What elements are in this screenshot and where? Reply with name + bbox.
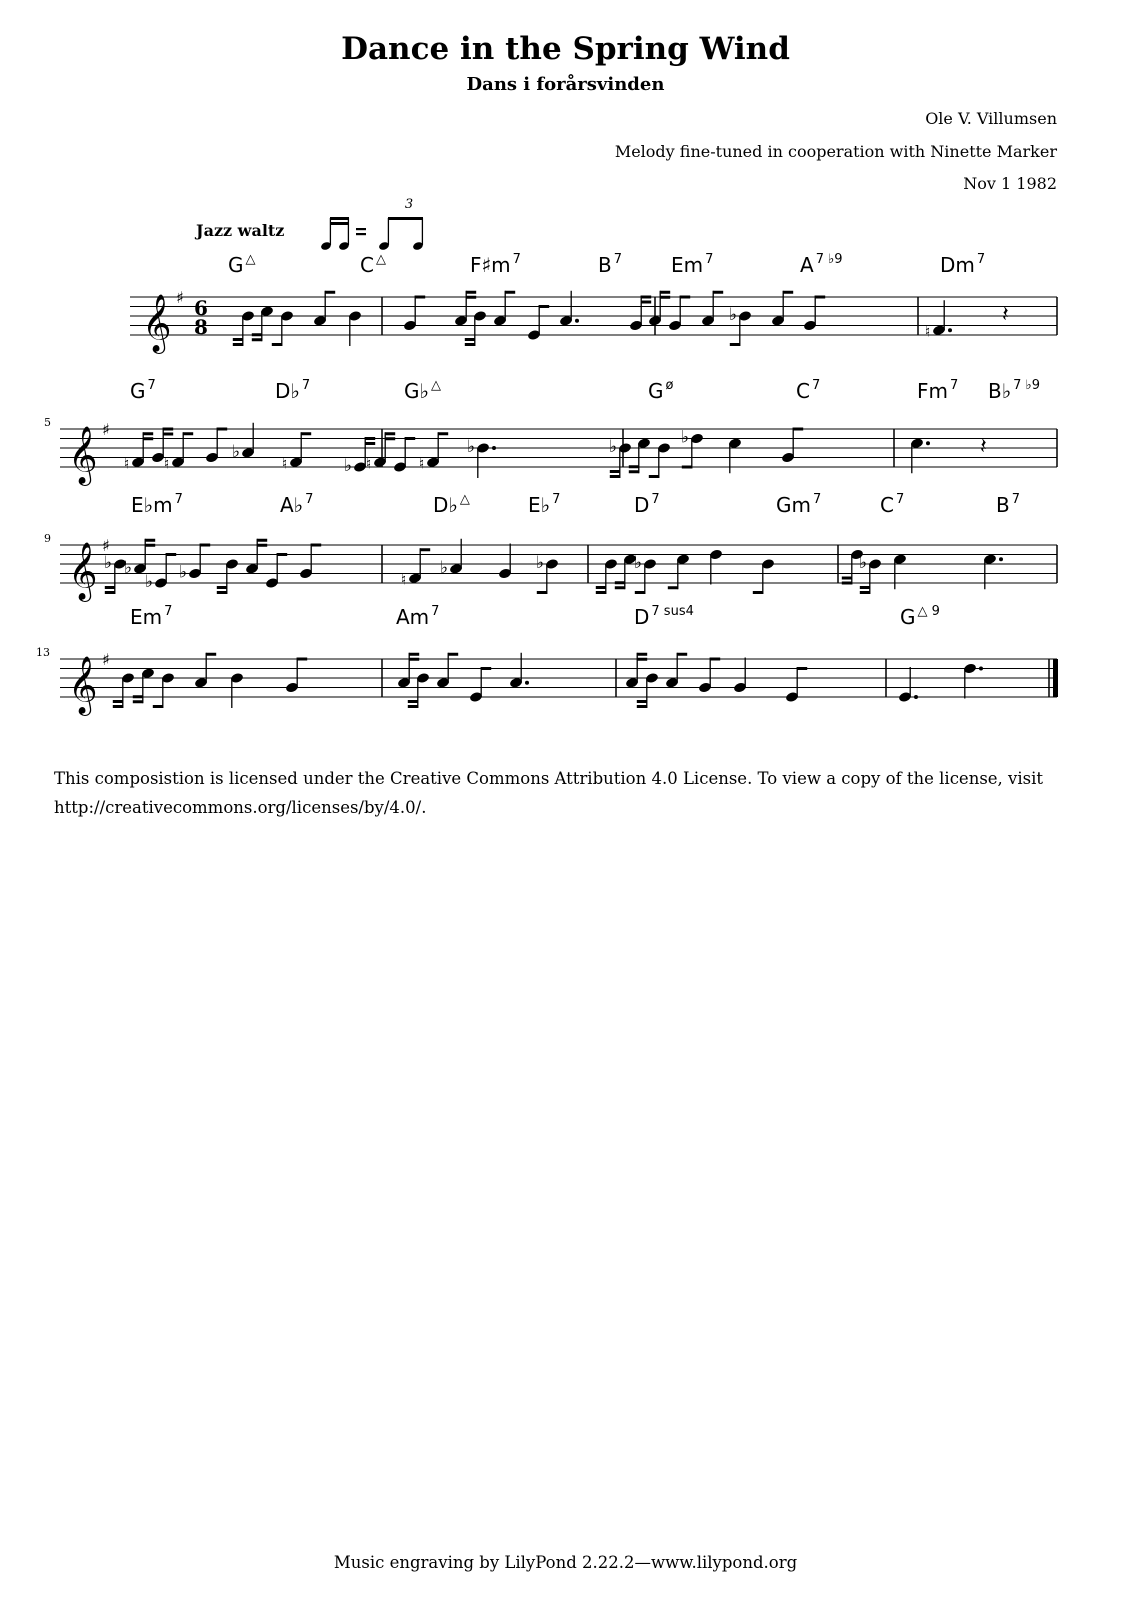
note-beam [637, 658, 647, 661]
note-beam [408, 700, 418, 703]
measure-number: 5 [44, 416, 51, 429]
chord-symbol: Em $^7$ [130, 604, 173, 629]
dot [926, 441, 930, 445]
note-beam [311, 544, 321, 547]
chord-symbol: B $^7$ [996, 492, 1021, 517]
swing-equation [320, 197, 424, 251]
flat-accidental-icon: ♭ [681, 427, 690, 448]
note-beam [415, 296, 425, 299]
note-beam [301, 432, 311, 435]
chord-symbol: F♯m $^7$ [470, 252, 521, 277]
note-beam [615, 581, 625, 584]
note-beam [842, 577, 852, 580]
note-beam [481, 667, 491, 670]
natural-accidental-icon: ♮ [124, 454, 130, 473]
flat-accidental-icon: ♭ [859, 553, 868, 573]
flat-accidental-icon: ♭ [467, 437, 476, 457]
dot [575, 319, 579, 323]
note-beam [668, 586, 678, 589]
note-beam [815, 296, 825, 299]
chord-symbol: B♭ $^{7 ♭9}$ [988, 378, 1040, 403]
note-beam [641, 296, 651, 299]
note-beam [615, 586, 625, 589]
natural-accidental-icon: ♮ [401, 570, 407, 589]
note-beam [438, 432, 448, 435]
note-beam [649, 475, 659, 478]
note-beam [842, 582, 852, 585]
note-beam [145, 544, 155, 547]
flat-accidental-icon: ♭ [634, 553, 643, 573]
note-beam [217, 428, 227, 431]
note-beam [409, 658, 419, 661]
chord-symbol: B $^7$ [598, 252, 623, 277]
note-beam [465, 343, 475, 346]
note-beam [113, 700, 123, 703]
flat-accidental-icon: ♭ [179, 562, 188, 583]
chord-symbol: D♭ △ [433, 492, 470, 517]
natural-accidental-icon: ♮ [366, 454, 372, 473]
chord-symbol: Am $^7$ [396, 604, 440, 629]
note-beam [365, 442, 375, 445]
key-signature-sharp-icon: ♯ [102, 420, 110, 439]
note-beam [272, 343, 282, 346]
chord-symbol: Gm $^7$ [776, 492, 822, 517]
flat-accidental-icon: ♭ [232, 441, 241, 462]
note-beam [682, 466, 692, 469]
note-beam [257, 544, 267, 547]
chord-symbol: E♭m $^7$ [131, 492, 183, 517]
note-beam [793, 428, 803, 431]
note-beam [365, 437, 375, 440]
key-signature-sharp-icon: ♯ [176, 288, 184, 307]
flat-accidental-icon: ♭ [344, 456, 353, 476]
chord-symbol: G♭ △ [404, 378, 441, 403]
note-beam [105, 591, 115, 594]
note-beam [297, 658, 307, 661]
note-beam [783, 291, 793, 294]
note-beam [610, 475, 620, 478]
chord-symbol: A♭ $^7$ [280, 492, 314, 517]
note-beam [133, 700, 143, 703]
note-beam [637, 700, 647, 703]
note-beam [660, 291, 670, 294]
chord-symbol: E♭ $^7$ [528, 492, 561, 517]
staff-system [44, 378, 1057, 487]
note-beam [252, 333, 262, 336]
note-beam [153, 705, 163, 708]
note-beam [629, 465, 639, 468]
natural-accidental-icon: ♮ [282, 454, 288, 473]
tempo-marking: Jazz waltz [196, 221, 285, 240]
note-beam [420, 548, 430, 551]
note-beam [233, 343, 243, 346]
natural-accidental-icon: ♮ [419, 454, 425, 473]
note-beam [183, 432, 193, 435]
chord-symbol: G △ [228, 252, 256, 277]
measure-number: 9 [44, 532, 51, 545]
note-beam [629, 470, 639, 473]
chord-symbol: G $^{\triangle 9}$ [900, 604, 940, 629]
staff-system [36, 604, 1058, 717]
note-beam [408, 705, 418, 708]
note-beam [405, 437, 415, 440]
note-beam [385, 437, 395, 440]
triplet-number: 3 [404, 197, 414, 212]
note-beam [680, 296, 690, 299]
note-beam [730, 343, 740, 346]
score-title: Dance in the Spring Wind [341, 31, 790, 67]
note-beam [145, 539, 155, 542]
chord-symbol: A $^{7 ♭9}$ [800, 252, 843, 277]
staff-system [130, 252, 1057, 355]
natural-accidental-icon: ♮ [164, 454, 170, 473]
staff-system [44, 492, 1057, 603]
note-beam [860, 586, 870, 589]
flat-accidental-icon: ♭ [536, 553, 545, 573]
note-beam [277, 553, 287, 556]
note-beam [206, 653, 216, 656]
chord-symbol: Dm $^7$ [940, 252, 986, 277]
composer: Ole V. Villumsen [925, 109, 1057, 128]
dot [492, 446, 496, 450]
note-beam [257, 539, 267, 542]
dot [999, 557, 1003, 561]
note-beam [163, 428, 173, 431]
measure-number: 13 [36, 646, 50, 659]
treble-clef-icon: 𝄞 [68, 425, 98, 484]
chord-symbol: C △ [360, 252, 386, 277]
flat-accidental-icon: ♭ [609, 437, 618, 457]
dot [979, 667, 983, 671]
chord-symbol: D♭ $^7$ [275, 378, 311, 403]
flat-accidental-icon: ♭ [440, 557, 449, 578]
note-beam [596, 591, 606, 594]
chord-symbol: D $^{7 sus4}$ [634, 604, 694, 629]
note-beam [466, 296, 476, 299]
flat-accidental-icon: ♭ [104, 553, 113, 573]
note-beam [133, 695, 143, 698]
treble-clef-icon: 𝄞 [68, 541, 98, 600]
note-beam [637, 653, 647, 656]
note-beam [505, 291, 515, 294]
chord-symbol: D $^7$ [634, 492, 660, 517]
rest-icon: 𝄽 [1002, 302, 1009, 328]
note-beam [166, 553, 176, 556]
note-beam [677, 653, 687, 656]
note-beam [252, 338, 262, 341]
flat-accidental-icon: ♭ [729, 305, 738, 325]
time-signature-denominator: 8 [194, 315, 208, 339]
chord-symbol: C $^7$ [880, 492, 905, 517]
note-beam [637, 705, 647, 708]
note-beam [143, 437, 153, 440]
note-beam [660, 296, 670, 299]
flat-accidental-icon: ♭ [145, 572, 154, 592]
note-beam [610, 470, 620, 473]
chord-symbol: G $^7$ [130, 378, 156, 403]
note-beam [325, 291, 335, 294]
note-beam [710, 658, 720, 661]
note-beam [163, 433, 173, 436]
time-signature-numerator: 6 [194, 296, 208, 320]
note-beam [233, 338, 243, 341]
note-beam [200, 544, 210, 547]
note-beam [217, 591, 227, 594]
note-beam [753, 591, 763, 594]
note-beam [409, 653, 419, 656]
dot [914, 695, 918, 699]
dot [525, 681, 529, 685]
note-beam [797, 667, 807, 670]
note-beam [217, 586, 227, 589]
note-beam [105, 586, 115, 589]
note-beam [860, 591, 870, 594]
flat-accidental-icon: ♭ [124, 557, 133, 578]
composition-date: Nov 1 1982 [963, 174, 1057, 193]
note-beam [466, 291, 476, 294]
chord-symbol: C $^7$ [796, 378, 821, 403]
arranger-credit: Melody fine-tuned in cooperation with Ninette Marker [614, 142, 1057, 161]
chord-symbol: G $^ø$ [648, 378, 674, 403]
final-bar-thick [1053, 659, 1058, 697]
note-beam [713, 291, 723, 294]
note-beam [448, 653, 458, 656]
license-notice: This composistion is licensed under the Creative Commons Attribution 4.0 License. To view a copy of the license, visit http://creativecommons.org/licenses/by/4.0/. [54, 769, 1044, 817]
note-beam [385, 432, 395, 435]
natural-accidental-icon: ♮ [925, 322, 931, 341]
note-beam [539, 305, 549, 308]
key-signature-sharp-icon: ♯ [102, 650, 110, 669]
score-subtitle: Dans i forårsvinden [466, 74, 665, 95]
note-beam [113, 705, 123, 708]
treble-clef-icon: 𝄞 [68, 655, 98, 714]
chord-symbol: Fm $^7$ [917, 378, 959, 403]
treble-clef-icon: 𝄞 [142, 293, 172, 352]
rest-icon: 𝄽 [980, 434, 987, 460]
engraving-credit: Music engraving by LilyPond 2.22.2—www.lilypond.org [333, 1553, 798, 1572]
note-beam [465, 338, 475, 341]
note-beam [635, 591, 645, 594]
note-beam [596, 586, 606, 589]
note-beam [143, 432, 153, 435]
chord-symbol: Em $^7$ [671, 252, 714, 277]
dot [948, 328, 952, 332]
key-signature-sharp-icon: ♯ [102, 536, 110, 555]
note-beam [537, 591, 547, 594]
note-beam [641, 301, 651, 304]
